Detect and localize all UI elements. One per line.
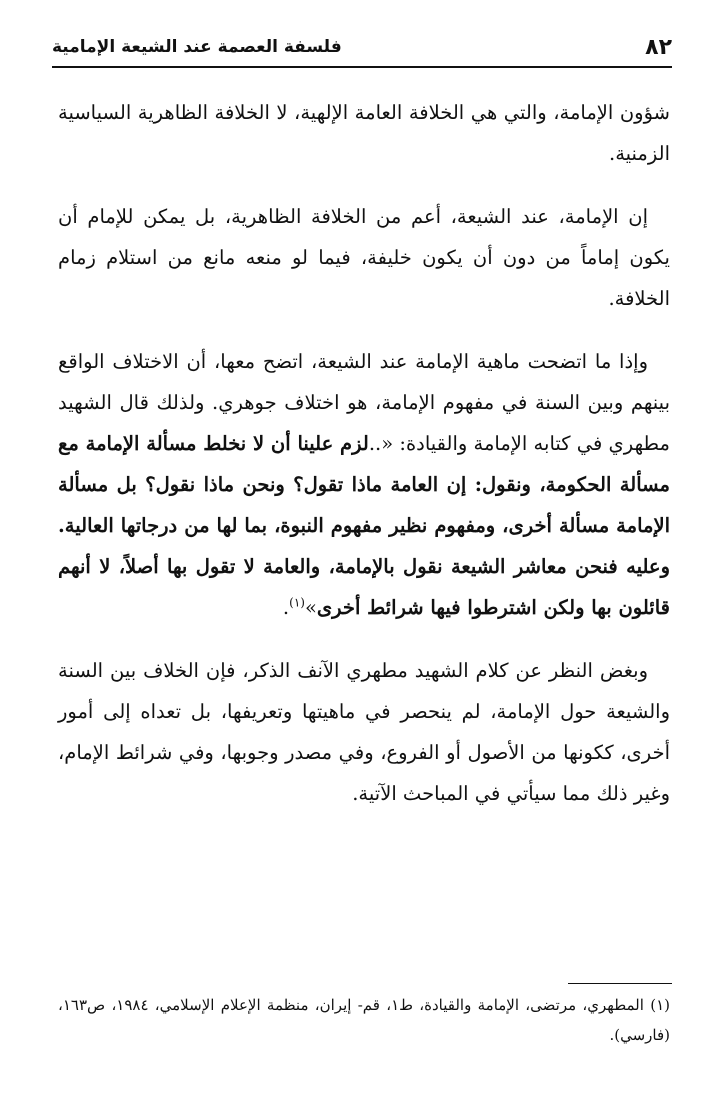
paragraph-2: إن الإمامة، عند الشيعة، أعم من الخلافة الظاهرية، بل يمكن للإمام أن يكون إماماً من دون أن يكون خليفة، فيما لو منعه مانع من استلام زمام الخلافة.	[58, 205, 670, 310]
paragraph-3-intro: وإذا ما اتضحت ماهية الإمامة عند الشيعة، اتضح معها، أن الاختلاف الواقع بينهم وبين السنة في مفهوم الإمامة، هو اختلاف جوهري. ولذلك قال الشهيد مطهري في كتابه الإمامة والقيادة: «..	[58, 350, 670, 455]
quote-close-mark: »	[304, 596, 317, 619]
body-text	[58, 92, 670, 836]
motahhari-quote: لزم علينا أن لا نخلط مسألة الإمامة مع مسألة الحكومة، ونقول: إن العامة ماذا تقول؟ ونحن ماذا نقول؟ بل مسألة الإمامة مسألة أخرى، ومفهوم نظير مفهوم النبوة، بما لها من درجاتها العالية. وعليه فنحن معاشر الشيعة نقول بالإمامة، والعامة لا تقول بها أصلاً، لا أنهم قائلون بها ولكن اشترطوا فيها شرائط أخرى	[58, 432, 670, 619]
footnote-rule	[568, 983, 672, 984]
footnote: (١) المطهري، مرتضى، الإمامة والقيادة، ط١، قم- إيران، منظمة الإعلام الإسلامي، ١٩٨٤، ص١٦٣، (فارسي).	[58, 996, 670, 1044]
page-number: ٨٢	[645, 34, 672, 60]
paragraph-3	[58, 341, 670, 628]
header-rule	[52, 66, 672, 68]
footnote-reference[interactable]: (١)	[289, 595, 305, 610]
paragraph-3-end: .	[282, 596, 290, 619]
paragraph-1: شؤون الإمامة، والتي هي الخلافة العامة الإلهية، لا الخلافة الظاهرية السياسية الزمنية.	[58, 101, 670, 165]
running-title: فلسفة العصمة عند الشيعة الإمامية	[52, 37, 342, 57]
paragraph-4: وبغض النظر عن كلام الشهيد مطهري الآنف الذكر، فإن الخلاف بين السنة والشيعة حول الإمامة، لم ينحصر في ماهيتها وتعريفها، بل تعداه إلى أمور أخرى، ككونها من الأصول أو الفروع، وفي مصدر وجوبها، وفي شرائط الإمام، وغير ذلك مما سيأتي في المباحث الآتية.	[58, 659, 670, 805]
page-header	[52, 30, 672, 64]
